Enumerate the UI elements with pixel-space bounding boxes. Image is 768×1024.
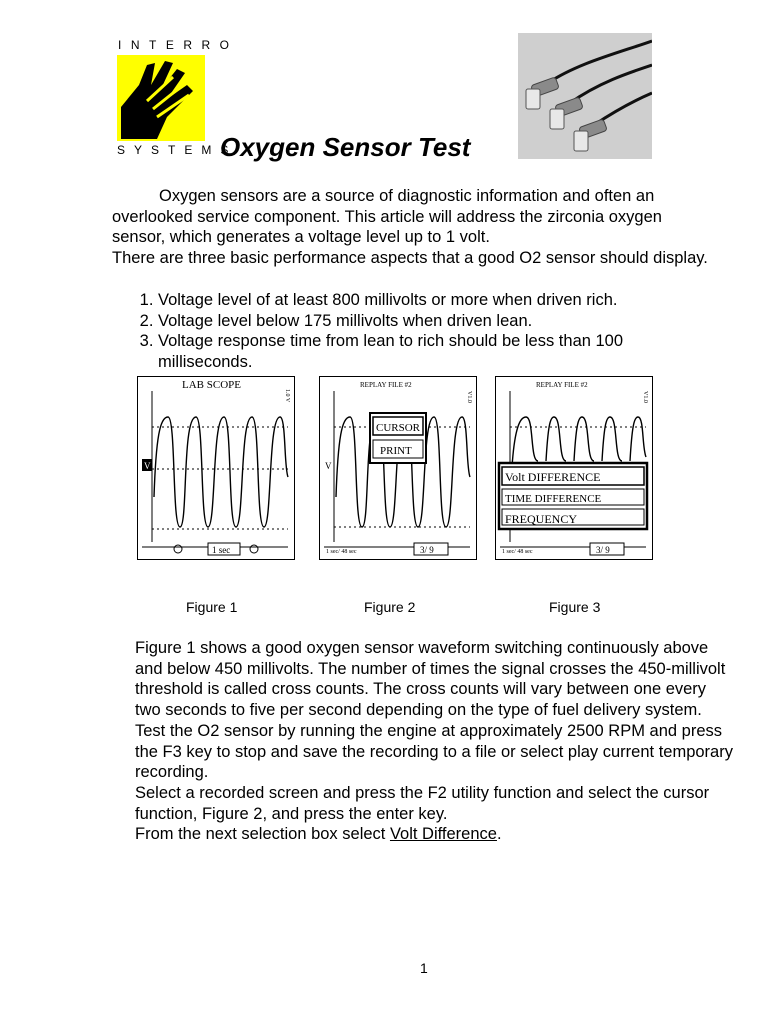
figure-2-caption: Figure 2 xyxy=(364,599,416,615)
intro-line-1: Oxygen sensors are a source of diagnostic information and often an xyxy=(159,187,655,205)
figure-2-menu-cursor: CURSOR xyxy=(376,422,421,434)
figure-2-v-label: V xyxy=(325,461,332,471)
figure-2-footer: 1 sec/ 48 sec xyxy=(326,549,357,555)
logo-top-text: INTERRO xyxy=(118,38,239,52)
figure-3-scope xyxy=(495,376,653,560)
figure-1-footer: 1 sec xyxy=(212,545,231,555)
figure-3-scale: V1.0 xyxy=(642,391,648,403)
figure-2-menu-print: PRINT xyxy=(380,445,412,457)
requirements-list xyxy=(133,290,698,373)
figure-1-header: LAB SCOPE xyxy=(182,379,241,391)
intro-line-3: There are three basic performance aspects that a good O2 sensor should display. xyxy=(112,249,708,268)
body-text xyxy=(135,638,735,845)
figure-2-scale: V1.0 xyxy=(466,391,472,403)
figure-3-header: REPLAY FILE #2 xyxy=(536,381,588,389)
intro-rest: overlooked service component. This article will address the zirconia oxygen sensor, which generates a voltage level up to 1 volt. xyxy=(112,207,662,247)
figure-3-caption: Figure 3 xyxy=(549,599,601,615)
figure-3-footer: 1 sec/ 48 sec xyxy=(502,549,533,555)
list-item: 2. Voltage level below 175 millivolts when driven lean. xyxy=(158,311,698,332)
list-item: 1. Voltage level of at least 800 millivolts or more when driven rich. xyxy=(158,290,698,311)
figure-2-scope xyxy=(319,376,477,560)
list-item: 3. Voltage response time from lean to rich should be less than 100 milliseconds. xyxy=(158,331,698,372)
figure-1-scale: 1.0 V xyxy=(284,389,290,403)
figure-3-menu-volt: Volt DIFFERENCE xyxy=(505,470,601,484)
page-number: 1 xyxy=(420,960,428,976)
body-paragraph-2: Select a recorded screen and press the F2 utility function and select the cursor function, Figure 2, and press the enter key. xyxy=(135,783,710,823)
figure-3-page: 3/ 9 xyxy=(596,545,610,555)
figure-3-menu-frequency: FREQUENCY xyxy=(505,512,578,526)
body-paragraph-1: Figure 1 shows a good oxygen sensor waveform switching continuously above and below 450 millivolts. The number of times the signal crosses the 450-millivolt threshold is called cross counts. The cross counts will vary between one every two seconds to five per second depending on the type of fuel delivery system. Test the O2 sensor by running the engine at approximately 2500 RPM and press the F3 key to stop and save the recording to a file or select play current temporary recording. xyxy=(135,639,733,782)
page-title: Oxygen Sensor Test xyxy=(220,132,471,162)
oxygen-sensor-photo xyxy=(518,33,652,159)
figure-2-header: REPLAY FILE #2 xyxy=(360,381,412,389)
figure-1-scope xyxy=(137,376,295,560)
logo-hand-icon xyxy=(117,55,205,141)
figure-1-caption: Figure 1 xyxy=(186,599,238,615)
volt-difference-link[interactable]: Volt Difference xyxy=(389,825,497,844)
logo-bottom-text: SYSTEMS xyxy=(117,143,238,157)
figure-2-page: 3/ 9 xyxy=(420,545,434,555)
body-paragraph-3-prefix: From the next selection box select xyxy=(135,825,390,844)
figure-1-v-label: V xyxy=(144,461,151,471)
body-paragraph-3-suffix: . xyxy=(496,825,502,844)
figure-3-menu-time: TIME DIFFERENCE xyxy=(505,493,602,505)
intro-paragraph xyxy=(112,186,712,269)
